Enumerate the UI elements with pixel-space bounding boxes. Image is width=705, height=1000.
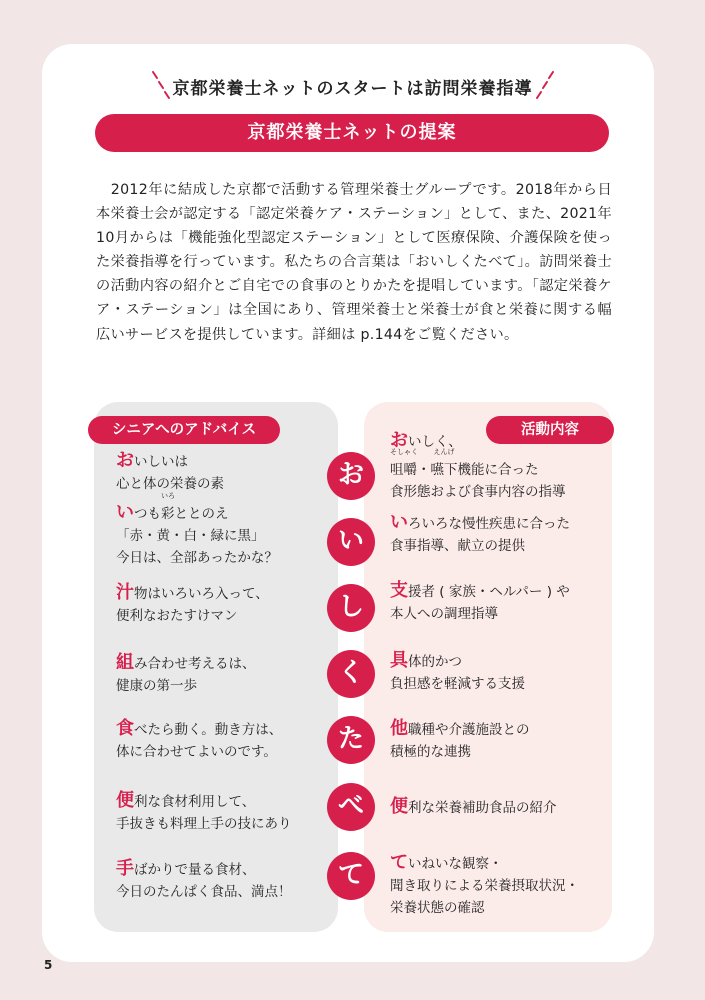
letter-circle-i: い [327, 518, 375, 566]
activity-item: おいしく、 そしゃく 咀嚼・ えんげ 嚥下機能に合った 食形態および食事内容の指導 [390, 430, 566, 500]
activity-item: いろいろな慢性疾患に合った 食事指導、献立の提供 [390, 512, 570, 554]
letter-circle-te: て [327, 852, 375, 900]
activities-tag: 活動内容 [486, 416, 614, 444]
activity-item: 具体的かつ 負担感を軽減する支援 [390, 650, 525, 692]
advice-item: 便利な食材利用して、 手抜きも料理上手の技にあり [116, 790, 292, 832]
letter-circle-ku: く [327, 650, 375, 698]
intro-paragraph [96, 178, 612, 347]
intro-text: 2012年に結成した京都で活動する管理栄養士グループです。2018年から日本栄養士会が認定する「認定栄養ケア・ステーション」として、また、2021年10月からは「機能強化型認定ステーション」として医療保険、介護保険を使った栄養指導を行っています。私たちの合言葉は「おいしくたべて」。訪問栄養士の活動内容の紹介とご自宅での食事のとりかたを提唱しています。「認定栄養ケア・ステーション」は全国にあり、管理栄養士と栄養士が食と栄養に関する幅広いサービスを提供しています。詳細は p.144をご覧ください。 [96, 182, 612, 343]
letter-circle-shi: し [327, 584, 375, 632]
advice-tag: シニアへのアドバイス [88, 416, 280, 444]
activity-item: 便利な栄養補助食品の紹介 [390, 796, 557, 817]
letter-circle-ta: た [327, 716, 375, 764]
title-banner: 京都栄養士ネットの提案 [95, 114, 609, 152]
page-subtitle: 京都栄養士ネットのスタートは訪問栄養指導 [172, 79, 533, 99]
furigana: いろ [161, 492, 175, 500]
furigana: えんげ [433, 448, 455, 456]
activity-item: ていねいな観察・ 聞き取りによる栄養摂取状況・ 栄養状態の確認 [390, 852, 579, 916]
advice-item: 汁物はいろいろ入って、 便利なおたすけマン [116, 582, 269, 624]
letter-circle-be: べ [327, 783, 375, 831]
advice-item: 手ばかりで量る食材、 今日のたんぱく食品、満点！ [116, 858, 292, 900]
letter-circle-o: お [327, 452, 375, 500]
advice-item: 食べたら動く。動き方は、 体に合わせてよいのです。 [116, 718, 283, 760]
activity-item: 支援者 ( 家族・ヘルパー ) や 本人への調理指導 [390, 580, 570, 622]
right-dash-decoration [532, 70, 556, 100]
advice-item: おいしいは 心と体の栄養の素 [116, 450, 224, 492]
furigana: そしゃく [390, 448, 418, 456]
advice-item: いつも いろ 彩ととのえ 「赤・黄・白・緑に黒」 今日は、全部あったかな？ [116, 492, 278, 566]
page-number: 5 [44, 958, 53, 972]
activity-item: 他職種や介護施設との 積極的な連携 [390, 718, 530, 760]
advice-item: 組み合わせ考えるは、 健康の第一歩 [116, 652, 256, 694]
